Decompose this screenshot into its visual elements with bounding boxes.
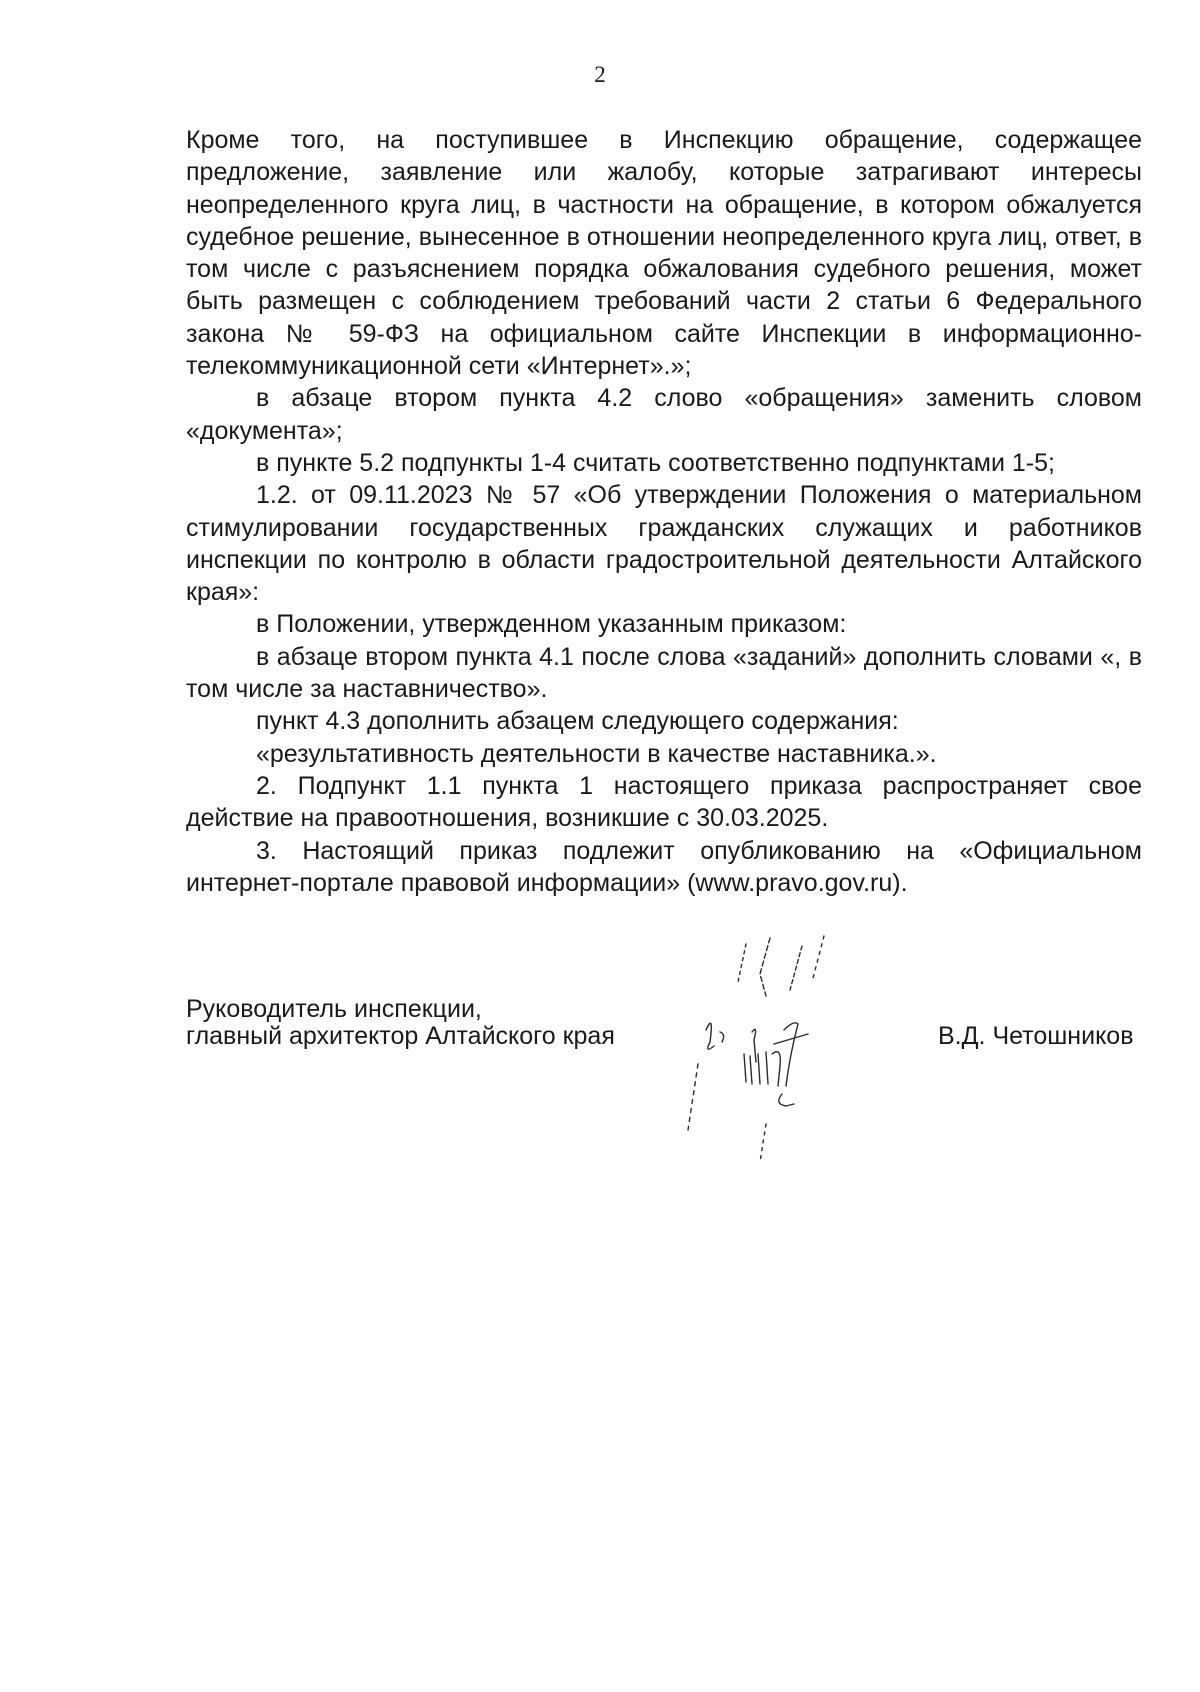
paragraph-amend-4-2: в абзаце втором пункта 4.2 слово «обращения» заменить словом «документа»;	[186, 384, 1142, 445]
handwritten-signature	[674, 934, 894, 1164]
signer-position-line2: главный архитектор Алтайского края	[186, 1022, 615, 1050]
paragraph-item-2: 2. Подпункт 1.1 пункта 1 настоящего приказа распространяет свое действие на правоотношения, возникшие с 30.03.2025.	[186, 771, 1142, 833]
signature-block	[186, 996, 1146, 1206]
page-number: 2	[594, 62, 606, 87]
paragraph-item-3: 3. Настоящий приказ подлежит опубликованию на «Официальном интернет-портале правовой информации» (www.pravo.gov.ru).	[186, 836, 1142, 897]
paragraph-amend-4-1: в абзаце втором пункта 4.1 после слова «заданий» дополнить словами «, в том числе за наставничество».	[186, 642, 1142, 704]
paragraph-new-indent-text: «результативность деятельности в качестве наставника.».	[256, 739, 937, 768]
signer-name: В.Д. Четошников	[938, 1022, 1134, 1050]
paragraph-regulation-intro: в Положении, утвержденном указанным приказом:	[256, 610, 847, 639]
paragraph-amend-4-3: пункт 4.3 дополнить абзацем следующего содержания:	[256, 707, 899, 736]
paragraph-amend-5-2: в пункте 5.2 подпункты 1-4 считать соответственно подпунктами 1-5;	[256, 448, 1055, 477]
paragraph-appeal-publication: Кроме того, на поступившее в Инспекцию обращение, содержащее предложение, заявление или жалобу, которые затрагивают интересы неопределенного круга лиц, в частности на обращение, в котором обжалуется судебное решение, вынесенное в отношении неопределенного круга лиц, ответ, в том числе с разъяснением порядка обжалования судебного решения, может быть размещен с соблюдением требований части 2 статьи 6 Федерального закона № 59-ФЗ на официальном сайте Инспекции в информационно-телекоммуникационной сети «Интернет».»;	[186, 126, 1142, 381]
paragraph-item-1-2: 1.2. от 09.11.2023 № 57 «Об утверждении Положения о материальном стимулировании государственных гражданских служащих и работников инспекции по контролю в области градостроительной деятельности Алтайского края»:	[186, 481, 1142, 607]
signer-position	[186, 996, 615, 1050]
signer-position-line1: Руководитель инспекции,	[186, 995, 482, 1023]
document-body	[186, 124, 1142, 899]
